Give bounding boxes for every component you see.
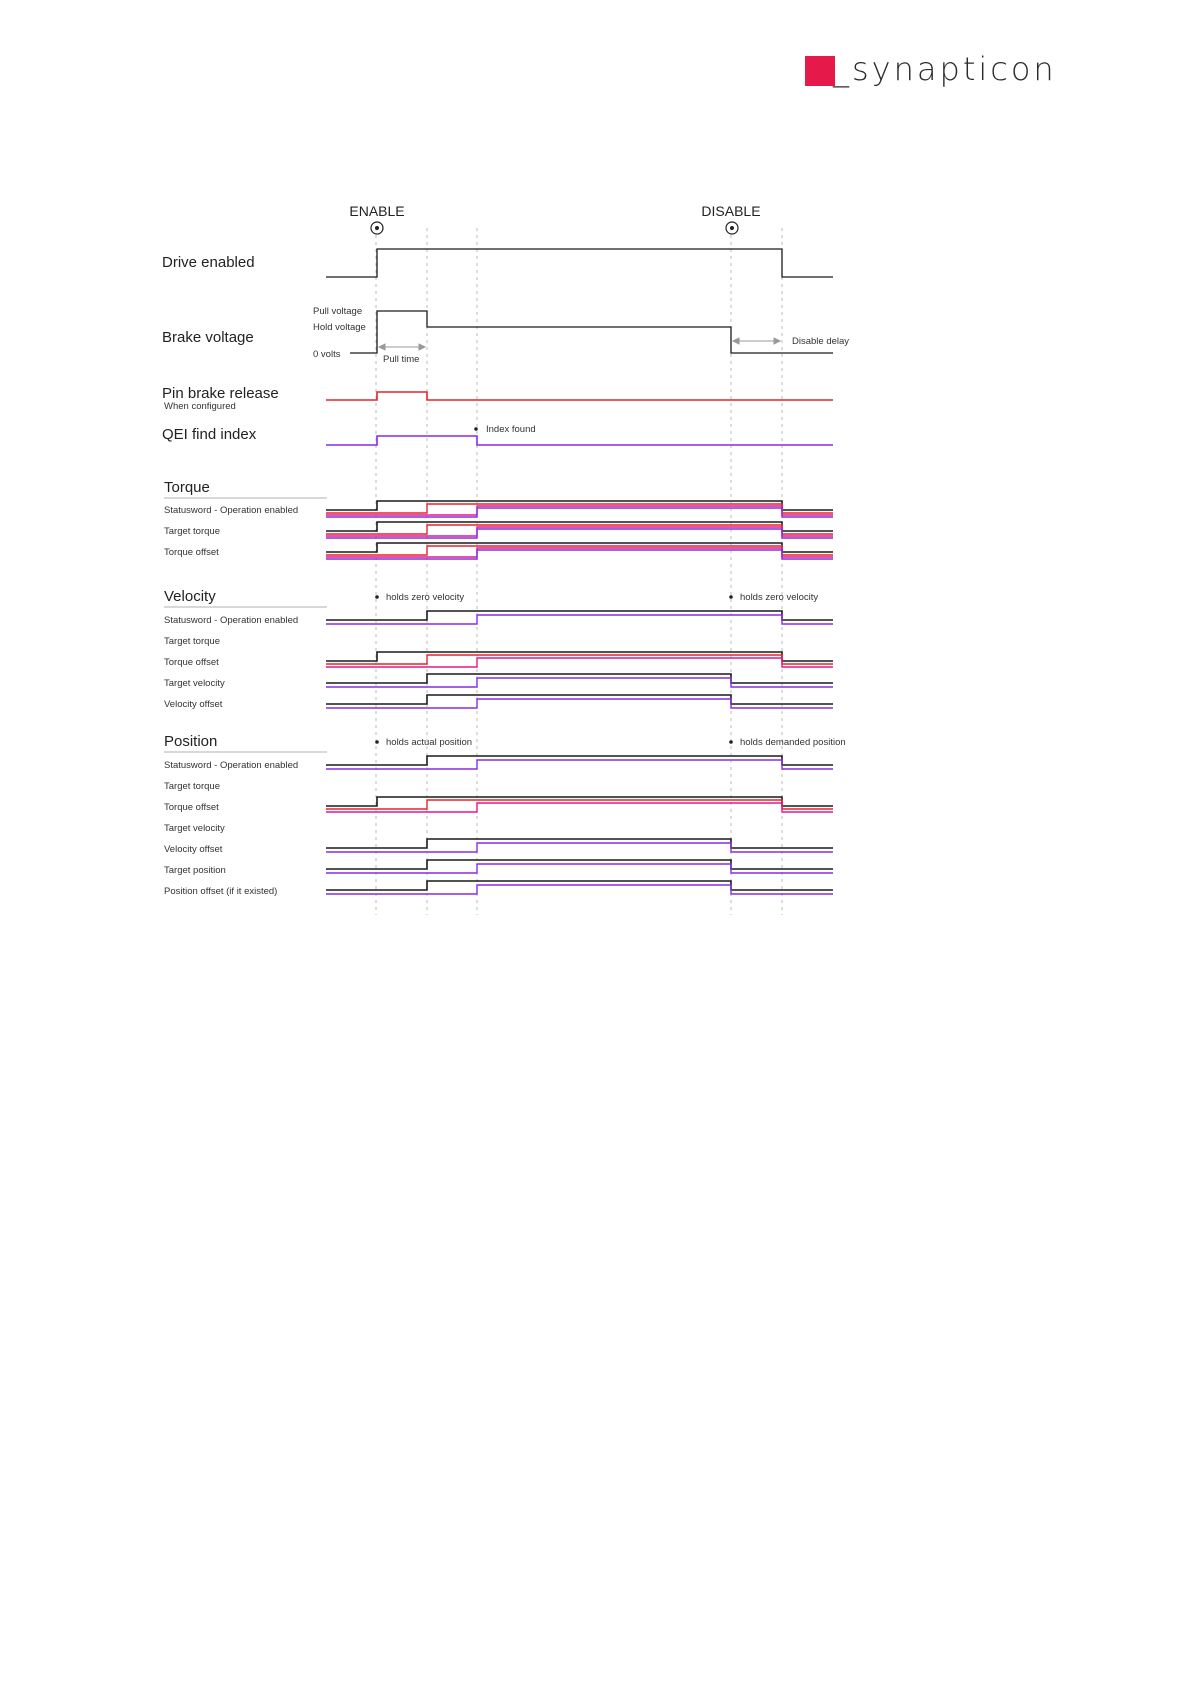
velocity-disable-note: holds zero velocity	[740, 592, 819, 603]
logo-text: _synapticon	[833, 50, 1057, 88]
index-found-label: Index found	[486, 424, 536, 435]
velocity-torque-offset-pink-signal	[326, 658, 833, 667]
velocity-row-label: Target torque	[164, 636, 220, 647]
torque-waveforms	[326, 501, 833, 559]
disable-delay-label: Disable delay	[792, 336, 850, 347]
position-waveforms	[326, 756, 833, 894]
drive-enabled-signal	[326, 249, 833, 277]
qei-find-index-label: QEI find index	[162, 426, 257, 443]
velocity-row-label: Torque offset	[164, 657, 219, 668]
position-row-label: Target position	[164, 865, 226, 876]
velocity-torque-offset-black-signal	[326, 652, 833, 661]
velocity-title: Velocity	[164, 588, 216, 605]
position-torque-offset-red-signal	[326, 800, 833, 809]
position-row-label: Target velocity	[164, 823, 225, 834]
torque-title: Torque	[164, 479, 210, 496]
velocity-enable-note-dot-icon	[375, 595, 379, 599]
position-torque-offset-pink-signal	[326, 803, 833, 812]
when-configured-label: When configured	[164, 401, 236, 412]
position-row-label: Torque offset	[164, 802, 219, 813]
velocity-enable-note: holds zero velocity	[386, 592, 465, 603]
index-found-dot-icon	[474, 427, 478, 431]
position-enable-note: holds actual position	[386, 737, 473, 748]
velocity-row-label: Velocity offset	[164, 699, 223, 710]
velocity-waveforms	[326, 611, 833, 708]
enable-marker-icon	[371, 222, 383, 234]
qei-find-index-signal	[326, 436, 833, 445]
torque-row-label: Target torque	[164, 526, 220, 537]
disable-label: DISABLE	[701, 203, 761, 219]
velocity-torque-offset-red-signal	[326, 655, 833, 664]
velocity-disable-note-dot-icon	[729, 595, 733, 599]
pull-time-label: Pull time	[383, 354, 420, 365]
velocity-row-label: Statusword - Operation enabled	[164, 615, 299, 626]
pin-brake-release-signal	[326, 392, 833, 400]
pin-brake-release-label: Pin brake release	[162, 385, 279, 402]
position-disable-note-dot-icon	[729, 740, 733, 744]
brake-voltage-label: Brake voltage	[162, 329, 254, 346]
torque-row-label: Torque offset	[164, 547, 219, 558]
disable-marker-icon	[726, 222, 738, 234]
drive-enabled-label: Drive enabled	[162, 254, 255, 271]
velocity-row-label: Target velocity	[164, 678, 225, 689]
hold-voltage-label: Hold voltage	[313, 322, 366, 333]
position-row-label: Statusword - Operation enabled	[164, 760, 299, 771]
enable-label: ENABLE	[349, 203, 405, 219]
position-torque-offset-black-signal	[326, 797, 833, 806]
disable-delay-arrow	[733, 338, 780, 344]
position-title: Position	[164, 733, 218, 750]
position-row-label: Position offset (if it existed)	[164, 886, 278, 897]
position-disable-note: holds demanded position	[740, 737, 846, 748]
zero-volts-label: 0 volts	[313, 349, 341, 360]
pull-voltage-label: Pull voltage	[313, 306, 363, 317]
position-row-label: Velocity offset	[164, 844, 223, 855]
torque-row-label: Statusword - Operation enabled	[164, 505, 299, 516]
position-enable-note-dot-icon	[375, 740, 379, 744]
position-row-label: Target torque	[164, 781, 220, 792]
pull-time-arrow	[379, 344, 425, 350]
